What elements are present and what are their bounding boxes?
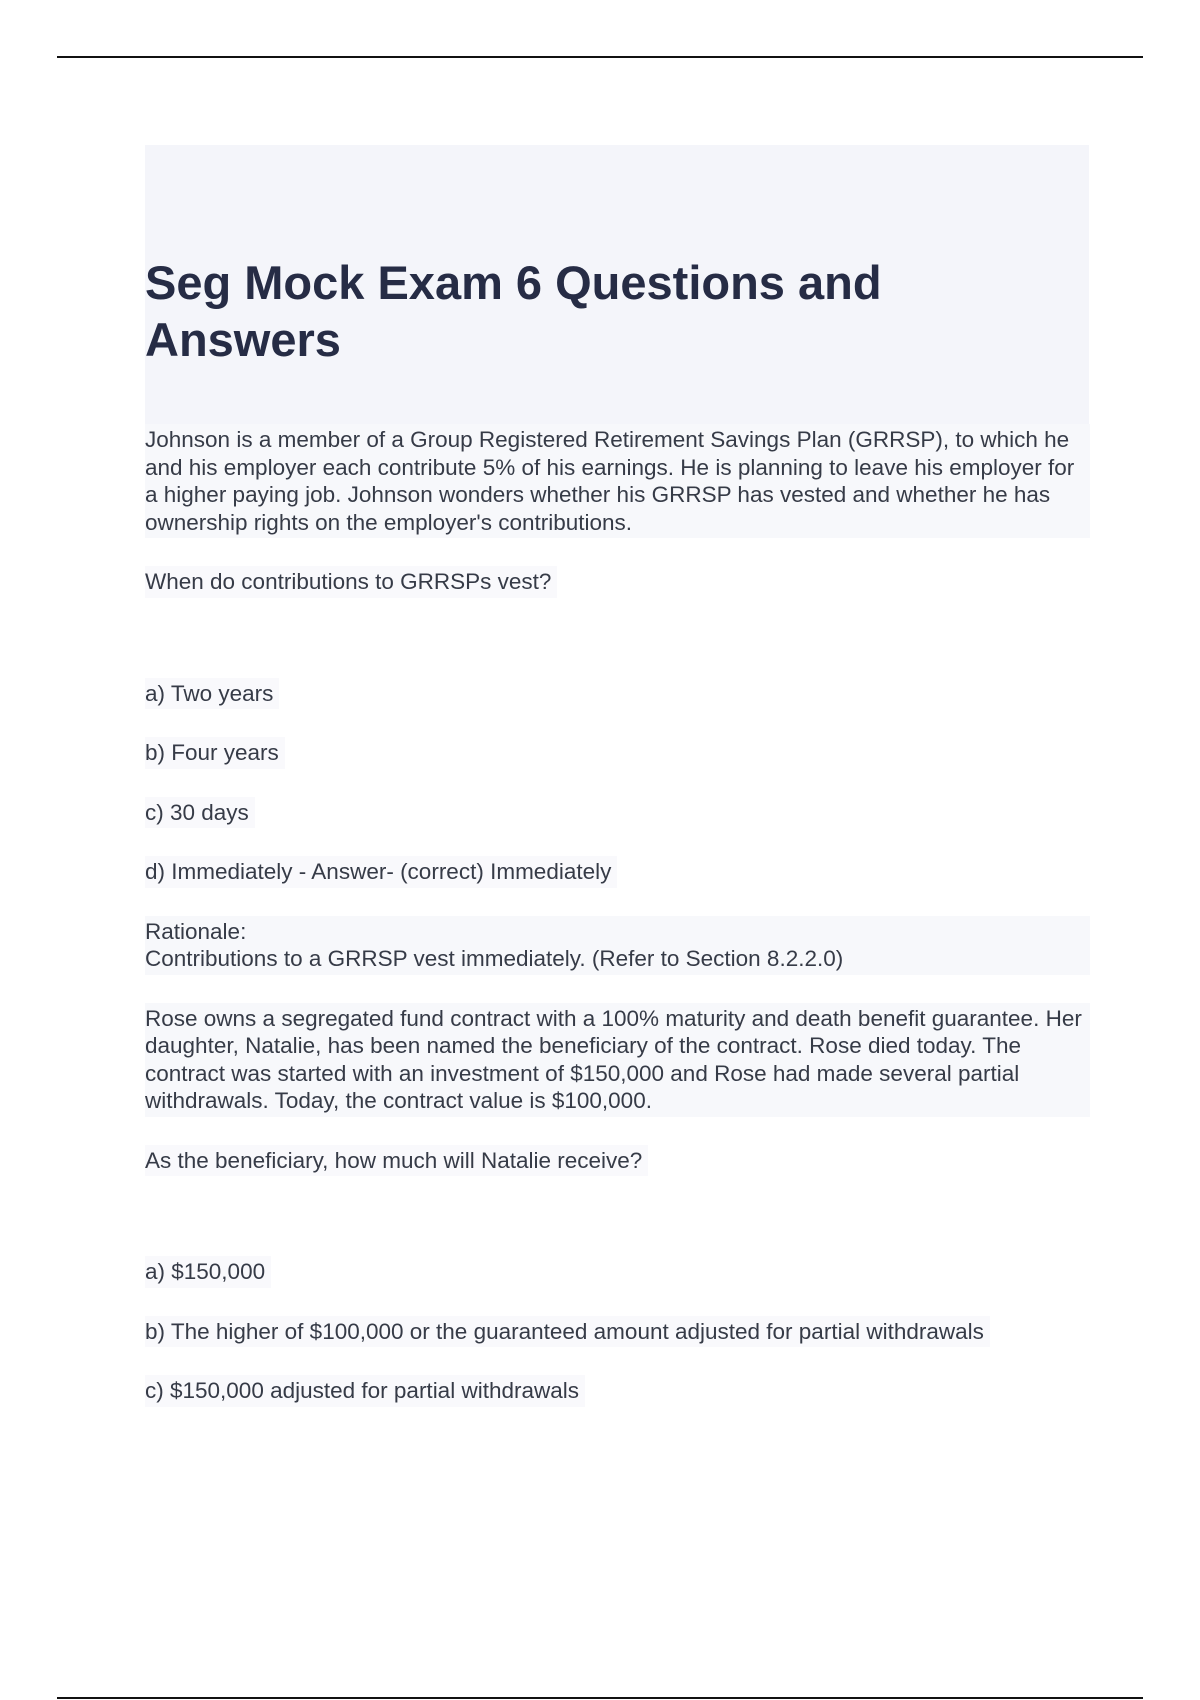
question-2-option-c: c) $150,000 adjusted for partial withdrawals	[145, 1375, 585, 1407]
page-title: Seg Mock Exam 6 Questions and Answers	[145, 256, 882, 366]
question-2-prompt: As the beneficiary, how much will Natalie receive?	[145, 1145, 648, 1177]
question-1-prompt: When do contributions to GRRSPs vest?	[145, 566, 557, 598]
question-2-option-b: b) The higher of $100,000 or the guaranteed amount adjusted for partial withdrawals	[145, 1316, 990, 1348]
question-1-scenario: Johnson is a member of a Group Registered Retirement Savings Plan (GRRSP), to which he and his employer each contribute 5% of his earnings. He is planning to leave his employer for a higher paying job. Johnson wonders whether his GRRSP has vested and whether he has ownership rights on the employer's contributions.	[145, 424, 1090, 538]
question-1-rationale-text: Contributions to a GRRSP vest immediately. (Refer to Section 8.2.2.0)	[145, 945, 1090, 975]
question-2-scenario: Rose owns a segregated fund contract with a 100% maturity and death benefit guarantee. Her daughter, Natalie, has been named the beneficiary of the contract. Rose died today. The contract was started with an investment of $150,000 and Rose had made several partial withdrawals. Today, the contract value is $100,000.	[145, 1003, 1090, 1117]
document-body	[145, 424, 1090, 1407]
question-1-option-c: c) 30 days	[145, 797, 255, 829]
bottom-rule	[57, 1697, 1143, 1699]
question-1-rationale-label: Rationale:	[145, 916, 1090, 946]
question-2-option-a: a) $150,000	[145, 1256, 271, 1288]
question-1-option-d-answer: d) Immediately - Answer- (correct) Immediately	[145, 856, 617, 888]
question-1-option-a: a) Two years	[145, 678, 279, 710]
top-rule	[57, 56, 1143, 58]
question-1-option-b: b) Four years	[145, 737, 285, 769]
